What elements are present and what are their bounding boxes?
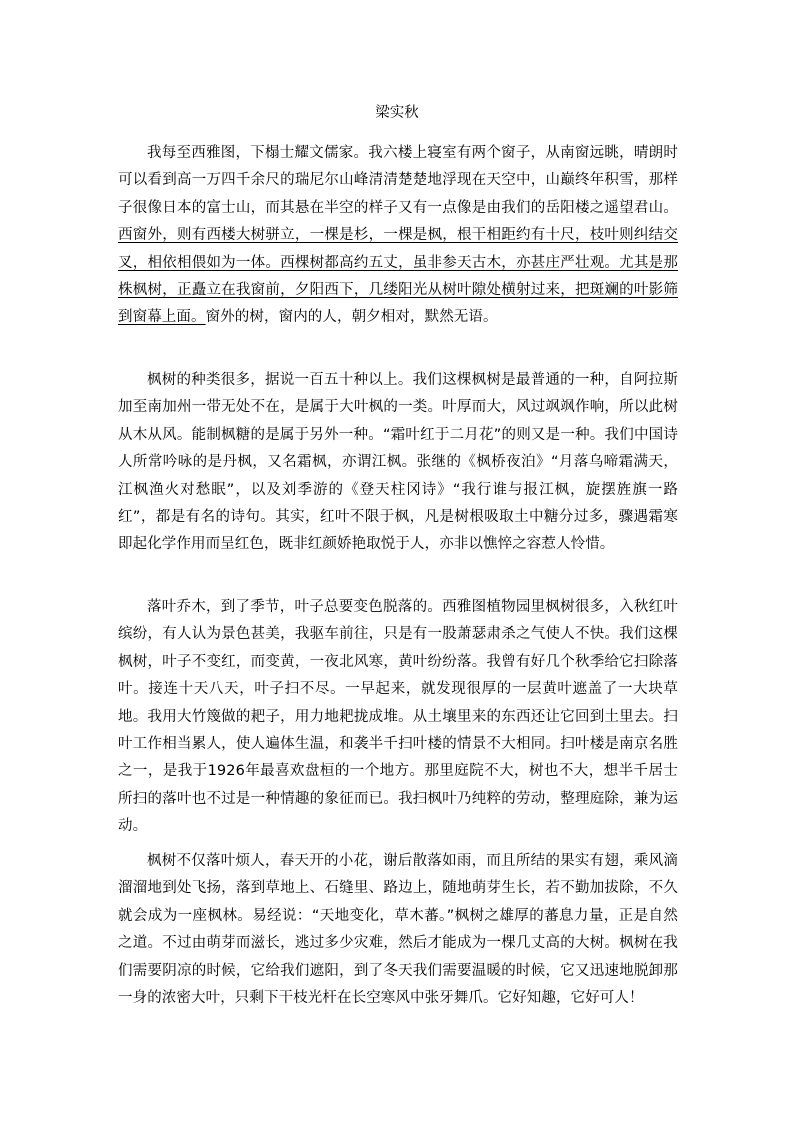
paragraph-3: 落叶乔木，到了季节，叶子总要变色脱落的。西雅图植物园里枫树很多，入秋红叶缤纷，有人认为景色甚美，我驱车前往，只是有一股萧瑟肃杀之气使人不快。我们这棵枫树，叶子不变红，而变黄，一夜北风寒，黄叶纷纷落。我曾有好几个秋季给它扫除落叶。接连十天八天，叶子扫不尽。一早起来，就发现很厚的一层黄叶遮盖了一大块草地。我用大竹篾做的耙子，用力地耙拢成堆。从土壤里来的东西还让它回到土里去。扫叶工作相当累人，使人遍体生温，和袭半千扫叶楼的情景不大相同。扫叶楼是南京名胜之一，是我于1926年最喜欢盘桓的一个地方。那里庭院不大，树也不大，想半千居士所扫的落叶也不过是一种情趣的象征而已。我扫枫叶乃纯粹的劳动，整理庭除，兼为运动。 [118, 599, 678, 835]
paragraph-1 [118, 140, 678, 332]
paragraph-1-underlined-text: 西窗外，则有西楼大树骈立，一棵是杉，一棵是枫，根干相距约有十尺，枝叶则纠结交叉，相依相偎如为一体。西棵树都高约五丈，虽非参天古木，亦甚庄严壮观。尤其是那株枫树，正矗立在我窗前，夕阳西下，几缕阳光从树叶隙处横射过来，把斑斓的叶影筛到窗幕上面。 [118, 227, 678, 326]
paragraph-1-text: 我每至西雅图，下榻士耀文儒家。我六楼上寝室有两个窗子，从南窗远眺，晴朗时可以看到高一万四千余尺的瑞尼尔山峰清清楚楚地浮现在天空中，山巅终年积雪，那样子很像日本的富士山，而其悬在半空的样子又有一点像是由我们的岳阳楼之遥望君山。 [118, 145, 678, 216]
paragraph-1-text-end: 窗外的树，窗内的人，朝夕相对，默然无语。 [205, 309, 498, 326]
paragraph-2: 枫树的种类很多，据说一百五十种以上。我们这棵枫树是最普通的一种，自阿拉斯加至南加州一带无处不在，是属于大叶枫的一类。叶厚而大，风过飒飒作响，所以此树从木从风。能制枫糖的是属于另外一种。“霜叶红于二月花”的则又是一种。我们中国诗人所常吟咏的是丹枫，又名霜枫，亦谓江枫。张继的《枫桥夜泊》“月落乌啼霜满天，江枫渔火对愁眠”，以及刘季游的《登天柱冈诗》“我行谁与报江枫，旋摆旌旗一路红”，都是有名的诗句。其实，红叶不限于枫，凡是树根吸取土中糖分过多，骤遇霜寒即起化学作用而呈红色，既非红颜娇艳取悦于人，亦非以憔悴之容惹人怜惜。 [118, 372, 678, 553]
paragraph-4: 枫树不仅落叶烦人，春天开的小花，谢后散落如雨，而且所结的果实有翅，乘风滴溜溜地到处飞扬，落到草地上、石缝里、路边上，随地萌芽生长，若不勤加拔除，不久就会成为一座枫林。易经说：“天地变化，草木蕃。”枫树之雄厚的蕃息力量，正是自然之道。不过由萌芽而滋长，逃过多少灾难，然后才能成为一棵几丈高的大树。枫树在我们需要阴凉的时候，它给我们遮阳，到了冬天我们需要温暖的时候，它又迅速地脱卸那一身的浓密大叶，只剩下干枝光杆在长空寒风中张牙舞爪。它好知趣，它好可人！ [118, 853, 678, 1007]
document-title: 梁实秋 [375, 105, 419, 121]
